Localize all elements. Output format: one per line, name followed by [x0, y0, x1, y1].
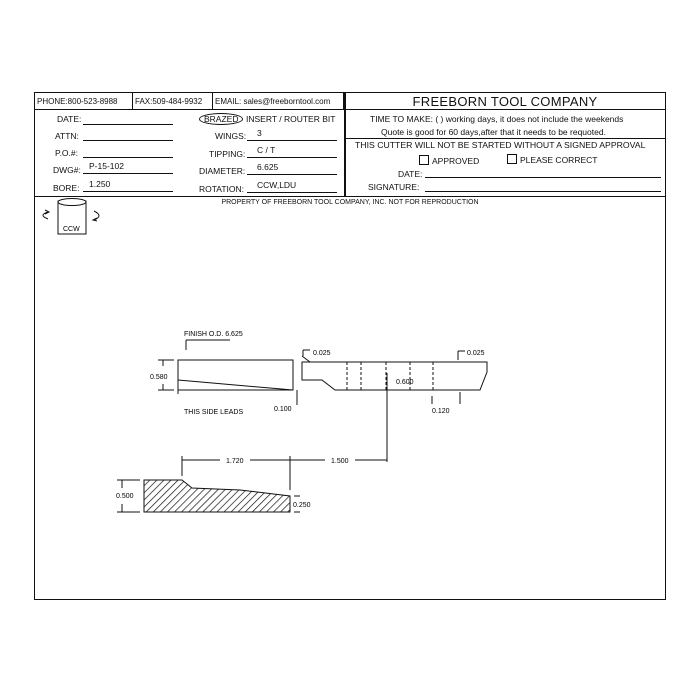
approval-date-label: DATE:	[398, 169, 423, 179]
approved-label: APPROVED	[432, 156, 480, 166]
wings-label: WINGS:	[215, 131, 247, 141]
po-label: P.O.#:	[55, 148, 78, 158]
company-title: FREEBORN TOOL COMPANY	[345, 93, 665, 110]
dim-0120: 0.120	[432, 408, 450, 415]
finish-od-label: FINISH O.D. 6.625	[184, 331, 243, 338]
dim-1720: 1.720	[226, 458, 244, 465]
dim-0100: 0.100	[274, 406, 292, 413]
bore-label: BORE:	[53, 183, 80, 193]
ccw-rotation-icon	[43, 199, 99, 235]
this-side-leads-label: THIS SIDE LEADS	[184, 409, 244, 416]
quote-validity-text: Quote is good for 60 days,after that it needs to be requoted.	[381, 127, 606, 137]
property-notice: PROPERTY OF FREEBORN TOOL COMPANY, INC. NOT FOR REPRODUCTION	[221, 199, 479, 206]
rotation-value: CCW,LDU	[257, 180, 297, 190]
time-to-make-text: TIME TO MAKE: ( ) working days, it does not include the weekends	[370, 114, 624, 124]
wings-value: 3	[257, 128, 262, 138]
date-label: DATE:	[57, 114, 82, 124]
side-profile-view	[158, 340, 297, 405]
phone-cell: PHONE:800-523-8988	[35, 93, 133, 110]
fax-cell: FAX:509-484-9932	[133, 93, 213, 110]
dim-0025-right: 0.025	[467, 350, 485, 357]
dim-1500: 1.500	[331, 458, 349, 465]
dim-0250: 0.250	[293, 502, 311, 509]
diameter-label: DIAMETER:	[199, 166, 246, 176]
dwg-label: DWG#:	[53, 165, 81, 175]
hatched-profile-view	[144, 480, 290, 512]
rotation-label: ROTATION:	[199, 184, 245, 194]
tipping-label: TIPPING:	[209, 149, 246, 159]
cutter-type-options: INSERT / ROUTER BIT	[246, 114, 336, 124]
dim-0500: 0.500	[116, 493, 134, 500]
approval-warning: THIS CUTTER WILL NOT BE STARTED WITHOUT A SIGNED APPROVAL	[355, 140, 646, 150]
ccw-label: CCW	[63, 226, 80, 233]
brazed-option-circled: BRAZED	[199, 113, 243, 125]
dim-0600: 0.600	[396, 379, 414, 386]
email-cell: EMAIL: sales@freeborntool.com	[213, 93, 344, 110]
please-correct-label: PLEASE CORRECT	[520, 155, 598, 165]
dwg-value: P-15-102	[89, 161, 124, 171]
signature-label: SIGNATURE:	[368, 182, 420, 192]
attn-label: ATTN:	[55, 131, 79, 141]
bore-value: 1.250	[89, 179, 111, 189]
diameter-value: 6.625	[257, 162, 279, 172]
dim-0580: 0.580	[150, 374, 168, 381]
tipping-value: C / T	[257, 145, 276, 155]
dim-0025-left: 0.025	[313, 350, 331, 357]
cross-section-view	[302, 350, 487, 462]
